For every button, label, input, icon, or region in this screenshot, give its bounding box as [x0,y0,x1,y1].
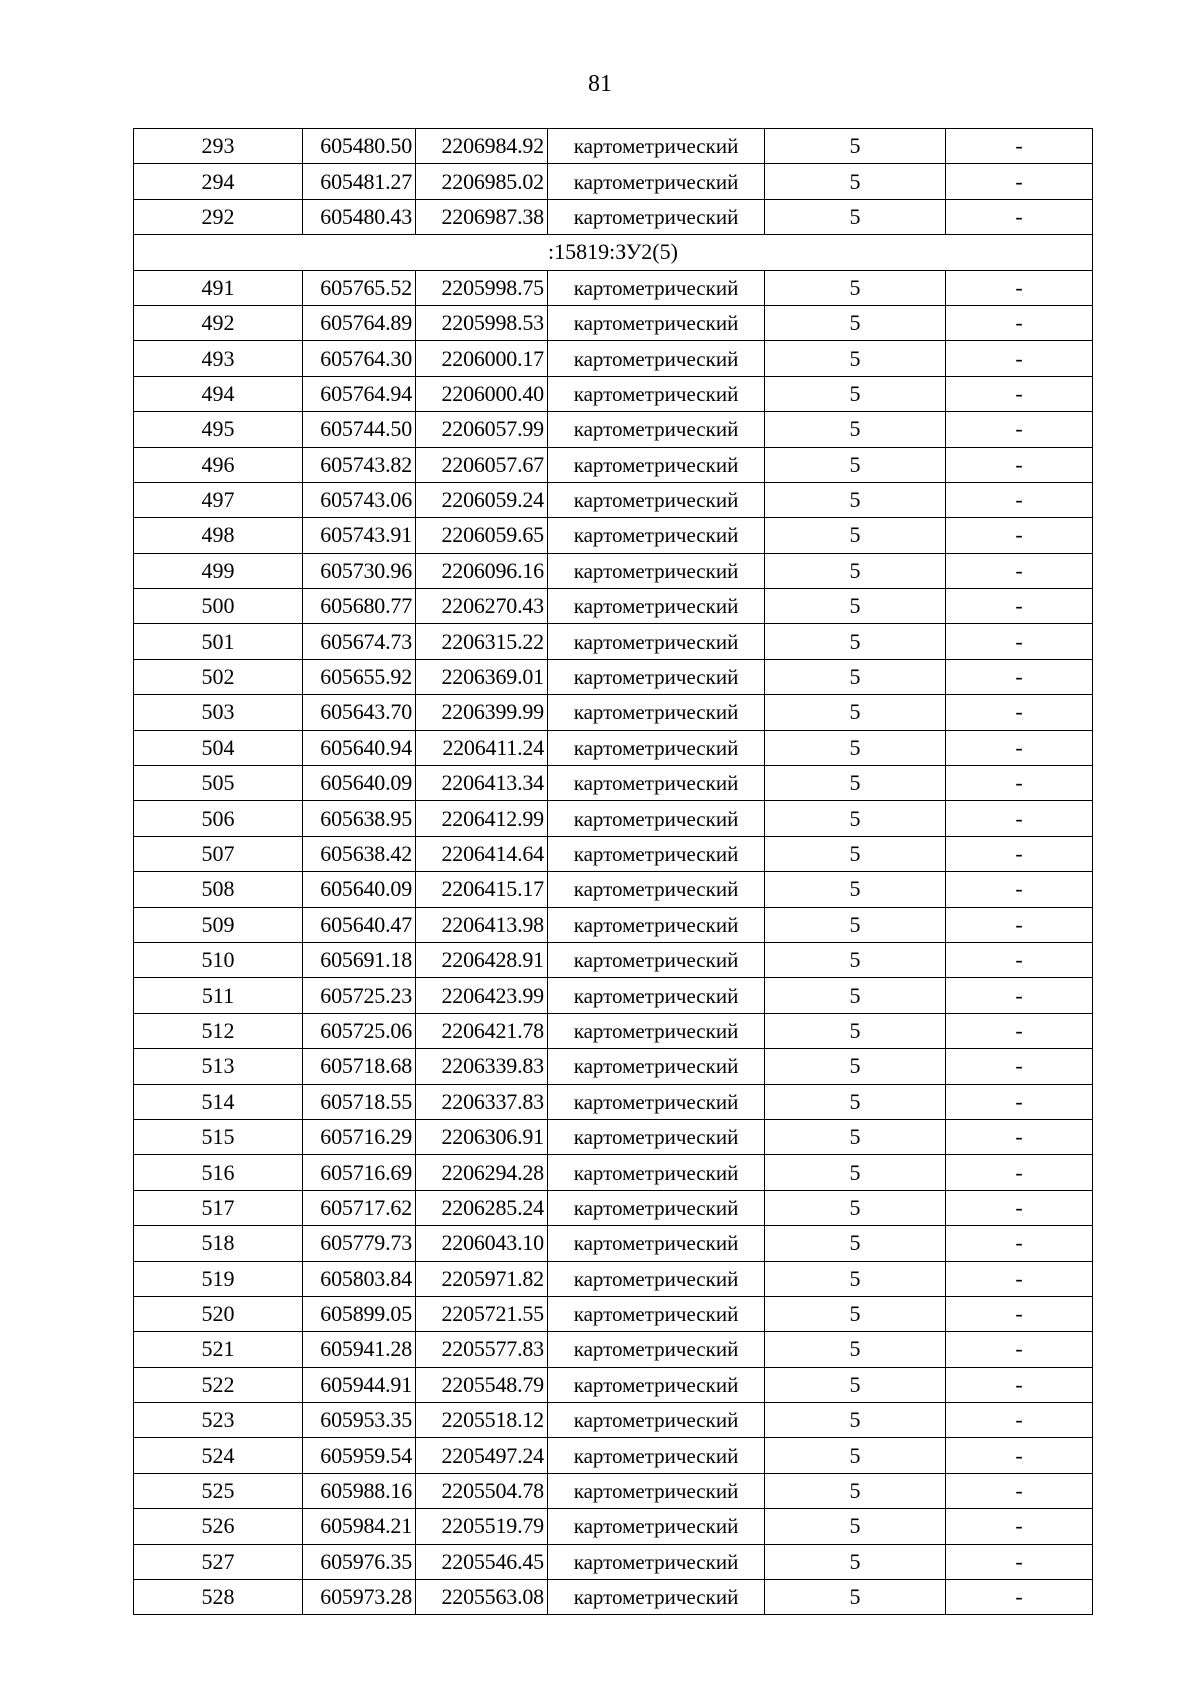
y-coordinate-cell: 2205577.83 [416,1332,548,1367]
point-number-cell: 493 [134,341,303,376]
method-cell: картометрический [548,1332,765,1367]
x-coordinate-cell: 605988.16 [303,1473,416,1508]
table-row [134,836,1093,871]
precision-cell: 5 [765,1013,946,1048]
x-coordinate-cell: 605765.52 [303,270,416,305]
point-number-cell: 510 [134,942,303,977]
description-cell: - [946,1509,1093,1544]
method-cell: картометрический [548,659,765,694]
x-coordinate-cell: 605941.28 [303,1332,416,1367]
precision-cell: 5 [765,129,946,164]
y-coordinate-cell: 2206339.83 [416,1049,548,1084]
method-cell: картометрический [548,305,765,340]
y-coordinate-cell: 2206423.99 [416,978,548,1013]
description-cell: - [946,553,1093,588]
precision-cell: 5 [765,589,946,624]
description-cell: - [946,1367,1093,1402]
page-number: 81 [588,71,612,97]
description-cell: - [946,836,1093,871]
y-coordinate-cell: 2206985.02 [416,164,548,199]
x-coordinate-cell: 605764.89 [303,305,416,340]
y-coordinate-cell: 2206059.24 [416,482,548,517]
x-coordinate-cell: 605764.94 [303,376,416,411]
y-coordinate-cell: 2205721.55 [416,1296,548,1331]
method-cell: картометрический [548,907,765,942]
description-cell: - [946,1438,1093,1473]
x-coordinate-cell: 605718.55 [303,1084,416,1119]
table-row [134,730,1093,765]
y-coordinate-cell: 2206057.67 [416,447,548,482]
method-cell: картометрический [548,129,765,164]
x-coordinate-cell: 605743.06 [303,482,416,517]
precision-cell: 5 [765,1367,946,1402]
description-cell: - [946,1403,1093,1438]
table-row [134,695,1093,730]
point-number-cell: 523 [134,1403,303,1438]
method-cell: картометрический [548,1580,765,1615]
method-cell: картометрический [548,1119,765,1154]
precision-cell: 5 [765,376,946,411]
x-coordinate-cell: 605640.09 [303,766,416,801]
table-row [134,1438,1093,1473]
point-number-cell: 496 [134,447,303,482]
table-row [134,376,1093,411]
table-row [134,801,1093,836]
precision-cell: 5 [765,801,946,836]
x-coordinate-cell: 605984.21 [303,1509,416,1544]
x-coordinate-cell: 605717.62 [303,1190,416,1225]
precision-cell: 5 [765,412,946,447]
precision-cell: 5 [765,1438,946,1473]
precision-cell: 5 [765,978,946,1013]
table-row [134,518,1093,553]
precision-cell: 5 [765,1473,946,1508]
table-row [134,907,1093,942]
y-coordinate-cell: 2206984.92 [416,129,548,164]
description-cell: - [946,801,1093,836]
precision-cell: 5 [765,1403,946,1438]
x-coordinate-cell: 605944.91 [303,1367,416,1402]
point-number-cell: 292 [134,199,303,234]
x-coordinate-cell: 605691.18 [303,942,416,977]
point-number-cell: 527 [134,1544,303,1579]
x-coordinate-cell: 605959.54 [303,1438,416,1473]
description-cell: - [946,376,1093,411]
method-cell: картометрический [548,341,765,376]
x-coordinate-cell: 605744.50 [303,412,416,447]
table-row [134,1580,1093,1615]
y-coordinate-cell: 2206096.16 [416,553,548,588]
point-number-cell: 525 [134,1473,303,1508]
point-number-cell: 502 [134,659,303,694]
coordinates-table-body [134,129,1093,1615]
y-coordinate-cell: 2206399.99 [416,695,548,730]
description-cell: - [946,164,1093,199]
x-coordinate-cell: 605716.29 [303,1119,416,1154]
precision-cell: 5 [765,1049,946,1084]
y-coordinate-cell: 2205497.24 [416,1438,548,1473]
method-cell: картометрический [548,1509,765,1544]
point-number-cell: 495 [134,412,303,447]
description-cell: - [946,341,1093,376]
point-number-cell: 498 [134,518,303,553]
method-cell: картометрический [548,1296,765,1331]
point-number-cell: 494 [134,376,303,411]
description-cell: - [946,129,1093,164]
table-row [134,766,1093,801]
point-number-cell: 491 [134,270,303,305]
x-coordinate-cell: 605743.82 [303,447,416,482]
precision-cell: 5 [765,1580,946,1615]
y-coordinate-cell: 2206000.17 [416,341,548,376]
point-number-cell: 293 [134,129,303,164]
method-cell: картометрический [548,1473,765,1508]
description-cell: - [946,1049,1093,1084]
precision-cell: 5 [765,1155,946,1190]
table-row [134,1261,1093,1296]
table-row [134,978,1093,1013]
x-coordinate-cell: 605655.92 [303,659,416,694]
table-row [134,1367,1093,1402]
y-coordinate-cell: 2205971.82 [416,1261,548,1296]
x-coordinate-cell: 605638.42 [303,836,416,871]
method-cell: картометрический [548,553,765,588]
point-number-cell: 522 [134,1367,303,1402]
table-row [134,1544,1093,1579]
point-number-cell: 518 [134,1226,303,1261]
table-row [134,199,1093,234]
method-cell: картометрический [548,1261,765,1296]
description-cell: - [946,199,1093,234]
method-cell: картометрический [548,942,765,977]
method-cell: картометрический [548,1438,765,1473]
precision-cell: 5 [765,1119,946,1154]
table-row [134,1509,1093,1544]
x-coordinate-cell: 605730.96 [303,553,416,588]
point-number-cell: 516 [134,1155,303,1190]
precision-cell: 5 [765,447,946,482]
table-row [134,1296,1093,1331]
y-coordinate-cell: 2206057.99 [416,412,548,447]
precision-cell: 5 [765,199,946,234]
description-cell: - [946,1226,1093,1261]
table-row [134,270,1093,305]
description-cell: - [946,305,1093,340]
y-coordinate-cell: 2206369.01 [416,659,548,694]
precision-cell: 5 [765,1084,946,1119]
method-cell: картометрический [548,1155,765,1190]
description-cell: - [946,624,1093,659]
precision-cell: 5 [765,482,946,517]
table-row [134,1049,1093,1084]
table-row [134,1332,1093,1367]
precision-cell: 5 [765,1261,946,1296]
point-number-cell: 497 [134,482,303,517]
y-coordinate-cell: 2206000.40 [416,376,548,411]
table-row [134,1013,1093,1048]
description-cell: - [946,1296,1093,1331]
y-coordinate-cell: 2206421.78 [416,1013,548,1048]
x-coordinate-cell: 605725.23 [303,978,416,1013]
point-number-cell: 519 [134,1261,303,1296]
description-cell: - [946,730,1093,765]
point-number-cell: 511 [134,978,303,1013]
method-cell: картометрический [548,518,765,553]
description-cell: - [946,872,1093,907]
method-cell: картометрический [548,766,765,801]
table-row [134,1155,1093,1190]
method-cell: картометрический [548,730,765,765]
y-coordinate-cell: 2206270.43 [416,589,548,624]
x-coordinate-cell: 605953.35 [303,1403,416,1438]
point-number-cell: 499 [134,553,303,588]
x-coordinate-cell: 605899.05 [303,1296,416,1331]
method-cell: картометрический [548,801,765,836]
description-cell: - [946,482,1093,517]
precision-cell: 5 [765,341,946,376]
point-number-cell: 500 [134,589,303,624]
precision-cell: 5 [765,164,946,199]
description-cell: - [946,412,1093,447]
point-number-cell: 513 [134,1049,303,1084]
method-cell: картометрический [548,412,765,447]
precision-cell: 5 [765,907,946,942]
point-number-cell: 503 [134,695,303,730]
x-coordinate-cell: 605638.95 [303,801,416,836]
x-coordinate-cell: 605718.68 [303,1049,416,1084]
table-row [134,1190,1093,1225]
precision-cell: 5 [765,305,946,340]
precision-cell: 5 [765,872,946,907]
description-cell: - [946,766,1093,801]
precision-cell: 5 [765,766,946,801]
description-cell: - [946,1155,1093,1190]
table-row [134,589,1093,624]
precision-cell: 5 [765,1226,946,1261]
description-cell: - [946,942,1093,977]
description-cell: - [946,589,1093,624]
description-cell: - [946,518,1093,553]
method-cell: картометрический [548,447,765,482]
point-number-cell: 515 [134,1119,303,1154]
table-row [134,341,1093,376]
table-row [134,1226,1093,1261]
y-coordinate-cell: 2206428.91 [416,942,548,977]
method-cell: картометрический [548,164,765,199]
y-coordinate-cell: 2206413.34 [416,766,548,801]
method-cell: картометрический [548,1084,765,1119]
y-coordinate-cell: 2205998.75 [416,270,548,305]
precision-cell: 5 [765,1296,946,1331]
x-coordinate-cell: 605640.94 [303,730,416,765]
point-number-cell: 507 [134,836,303,871]
y-coordinate-cell: 2206415.17 [416,872,548,907]
method-cell: картометрический [548,978,765,1013]
x-coordinate-cell: 605779.73 [303,1226,416,1261]
x-coordinate-cell: 605743.91 [303,518,416,553]
description-cell: - [946,978,1093,1013]
table-row [134,412,1093,447]
point-number-cell: 508 [134,872,303,907]
point-number-cell: 506 [134,801,303,836]
precision-cell: 5 [765,1544,946,1579]
method-cell: картометрический [548,624,765,659]
precision-cell: 5 [765,659,946,694]
x-coordinate-cell: 605674.73 [303,624,416,659]
method-cell: картометрический [548,695,765,730]
precision-cell: 5 [765,942,946,977]
description-cell: - [946,270,1093,305]
point-number-cell: 521 [134,1332,303,1367]
y-coordinate-cell: 2206315.22 [416,624,548,659]
method-cell: картометрический [548,1403,765,1438]
method-cell: картометрический [548,270,765,305]
method-cell: картометрический [548,589,765,624]
table-row [134,164,1093,199]
table-row [134,553,1093,588]
table-row [134,624,1093,659]
method-cell: картометрический [548,1049,765,1084]
description-cell: - [946,1119,1093,1154]
method-cell: картометрический [548,872,765,907]
method-cell: картометрический [548,376,765,411]
point-number-cell: 514 [134,1084,303,1119]
method-cell: картометрический [548,1544,765,1579]
precision-cell: 5 [765,836,946,871]
y-coordinate-cell: 2206337.83 [416,1084,548,1119]
method-cell: картометрический [548,1190,765,1225]
coordinates-table [133,128,1093,1615]
x-coordinate-cell: 605480.50 [303,129,416,164]
description-cell: - [946,1473,1093,1508]
y-coordinate-cell: 2205504.78 [416,1473,548,1508]
description-cell: - [946,695,1093,730]
description-cell: - [946,1084,1093,1119]
x-coordinate-cell: 605643.70 [303,695,416,730]
x-coordinate-cell: 605481.27 [303,164,416,199]
table-row [134,659,1093,694]
point-number-cell: 528 [134,1580,303,1615]
y-coordinate-cell: 2205998.53 [416,305,548,340]
x-coordinate-cell: 605680.77 [303,589,416,624]
x-coordinate-cell: 605764.30 [303,341,416,376]
y-coordinate-cell: 2206987.38 [416,199,548,234]
description-cell: - [946,1190,1093,1225]
precision-cell: 5 [765,1509,946,1544]
description-cell: - [946,1544,1093,1579]
x-coordinate-cell: 605976.35 [303,1544,416,1579]
precision-cell: 5 [765,518,946,553]
y-coordinate-cell: 2205548.79 [416,1367,548,1402]
y-coordinate-cell: 2205563.08 [416,1580,548,1615]
table-row [134,1084,1093,1119]
table-row [134,872,1093,907]
y-coordinate-cell: 2206306.91 [416,1119,548,1154]
description-cell: - [946,447,1093,482]
section-label: :15819:ЗУ2(5) [134,235,1093,270]
point-number-cell: 509 [134,907,303,942]
description-cell: - [946,1580,1093,1615]
y-coordinate-cell: 2205518.12 [416,1403,548,1438]
section-header-row [134,235,1093,270]
x-coordinate-cell: 605803.84 [303,1261,416,1296]
table-row [134,305,1093,340]
precision-cell: 5 [765,1332,946,1367]
x-coordinate-cell: 605716.69 [303,1155,416,1190]
point-number-cell: 492 [134,305,303,340]
y-coordinate-cell: 2205546.45 [416,1544,548,1579]
y-coordinate-cell: 2206411.24 [416,730,548,765]
x-coordinate-cell: 605640.09 [303,872,416,907]
method-cell: картометрический [548,1226,765,1261]
precision-cell: 5 [765,270,946,305]
point-number-cell: 501 [134,624,303,659]
table-row [134,942,1093,977]
description-cell: - [946,1013,1093,1048]
table-row [134,1403,1093,1438]
point-number-cell: 517 [134,1190,303,1225]
precision-cell: 5 [765,553,946,588]
x-coordinate-cell: 605640.47 [303,907,416,942]
method-cell: картометрический [548,1367,765,1402]
y-coordinate-cell: 2206414.64 [416,836,548,871]
precision-cell: 5 [765,1190,946,1225]
table-row [134,1473,1093,1508]
method-cell: картометрический [548,199,765,234]
table-row [134,447,1093,482]
x-coordinate-cell: 605973.28 [303,1580,416,1615]
method-cell: картометрический [548,482,765,517]
point-number-cell: 294 [134,164,303,199]
description-cell: - [946,907,1093,942]
description-cell: - [946,1332,1093,1367]
y-coordinate-cell: 2206043.10 [416,1226,548,1261]
point-number-cell: 512 [134,1013,303,1048]
point-number-cell: 524 [134,1438,303,1473]
method-cell: картометрический [548,836,765,871]
y-coordinate-cell: 2206413.98 [416,907,548,942]
table-row [134,129,1093,164]
precision-cell: 5 [765,730,946,765]
table-row [134,1119,1093,1154]
method-cell: картометрический [548,1013,765,1048]
point-number-cell: 526 [134,1509,303,1544]
x-coordinate-cell: 605725.06 [303,1013,416,1048]
point-number-cell: 504 [134,730,303,765]
precision-cell: 5 [765,624,946,659]
y-coordinate-cell: 2206412.99 [416,801,548,836]
precision-cell: 5 [765,695,946,730]
y-coordinate-cell: 2205519.79 [416,1509,548,1544]
description-cell: - [946,1261,1093,1296]
point-number-cell: 520 [134,1296,303,1331]
y-coordinate-cell: 2206294.28 [416,1155,548,1190]
point-number-cell: 505 [134,766,303,801]
description-cell: - [946,659,1093,694]
y-coordinate-cell: 2206059.65 [416,518,548,553]
x-coordinate-cell: 605480.43 [303,199,416,234]
table-row [134,482,1093,517]
y-coordinate-cell: 2206285.24 [416,1190,548,1225]
